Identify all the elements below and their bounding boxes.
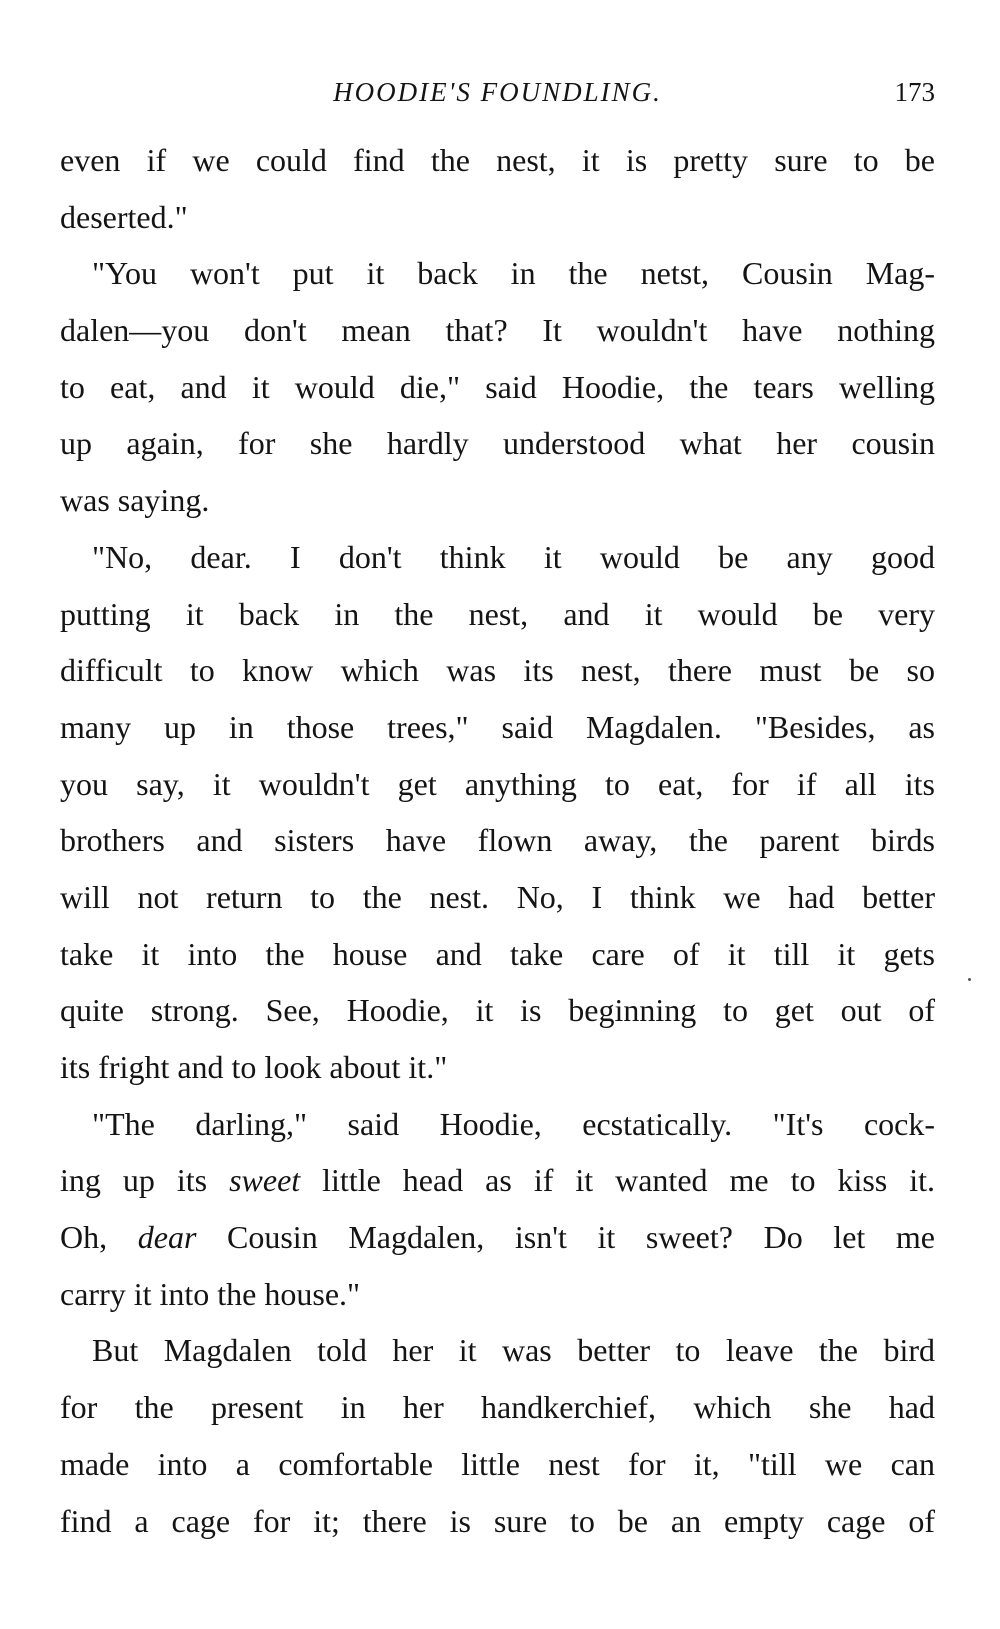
text-line: find a cage for it; there is sure to be an empty cage of — [60, 1502, 935, 1539]
text-line: you say, it wouldn't get anything to eat, for if all its — [60, 765, 935, 802]
emphasis-word: dear — [137, 1219, 197, 1256]
text-line: "The darling," said Hoodie, ecstatically. "It's cock- — [92, 1105, 935, 1142]
running-head — [60, 72, 935, 112]
text-line: deserted." — [60, 198, 188, 235]
text-line: many up in those trees," said Magdalen. "Besides, as — [60, 708, 935, 745]
text-line: its fright and to look about it." — [60, 1049, 448, 1085]
text-line: difficult to know which was its nest, there must be so — [60, 652, 935, 689]
scan-speck — [968, 978, 971, 981]
text-line: Oh, dear Cousin Magdalen, isn't it sweet? Do let me — [60, 1219, 936, 1256]
text-line: was saying. — [60, 482, 210, 519]
text-line: to eat, and it would die," said Hoodie, the tears welling — [60, 368, 935, 405]
text-line: putting it back in the nest, and it would be very — [60, 595, 935, 632]
paragraph — [60, 132, 935, 245]
running-title: HOODIE'S FOUNDLING. — [333, 77, 662, 107]
text-line: dalen—you don't mean that? It wouldn't have nothing — [60, 312, 935, 349]
text-line: "No, dear. I don't think it would be any good — [92, 538, 935, 575]
page-number: 173 — [894, 77, 935, 107]
paragraph — [60, 1096, 935, 1323]
text-line: ing up its sweet little head as if it wanted me to kiss it. — [60, 1162, 936, 1199]
paragraph — [60, 529, 935, 1096]
text-line: "You won't put it back in the netst, Cousin Mag- — [92, 255, 935, 292]
text-line: made into a comfortable little nest for it, "till we can — [60, 1445, 935, 1482]
text-line: carry it into the house." — [60, 1275, 361, 1312]
text-line: for the present in her handkerchief, which she had — [60, 1389, 935, 1426]
emphasis-word: sweet — [229, 1162, 301, 1199]
text-line: up again, for she hardly understood what her cousin — [60, 425, 935, 462]
text-line: brothers and sisters have flown away, the parent birds — [60, 822, 935, 859]
text-line: But Magdalen told her it was better to leave the bird — [92, 1332, 935, 1369]
text-line: take it into the house and take care of it till it gets — [60, 935, 935, 972]
body-text — [60, 132, 935, 1549]
paragraph — [60, 1322, 935, 1549]
text-line: even if we could find the nest, it is pretty sure to be — [60, 142, 935, 178]
paragraph — [60, 245, 935, 528]
text-line: quite strong. See, Hoodie, it is beginning to get out of — [60, 992, 935, 1029]
text-line: will not return to the nest. No, I think we had better — [60, 878, 935, 915]
